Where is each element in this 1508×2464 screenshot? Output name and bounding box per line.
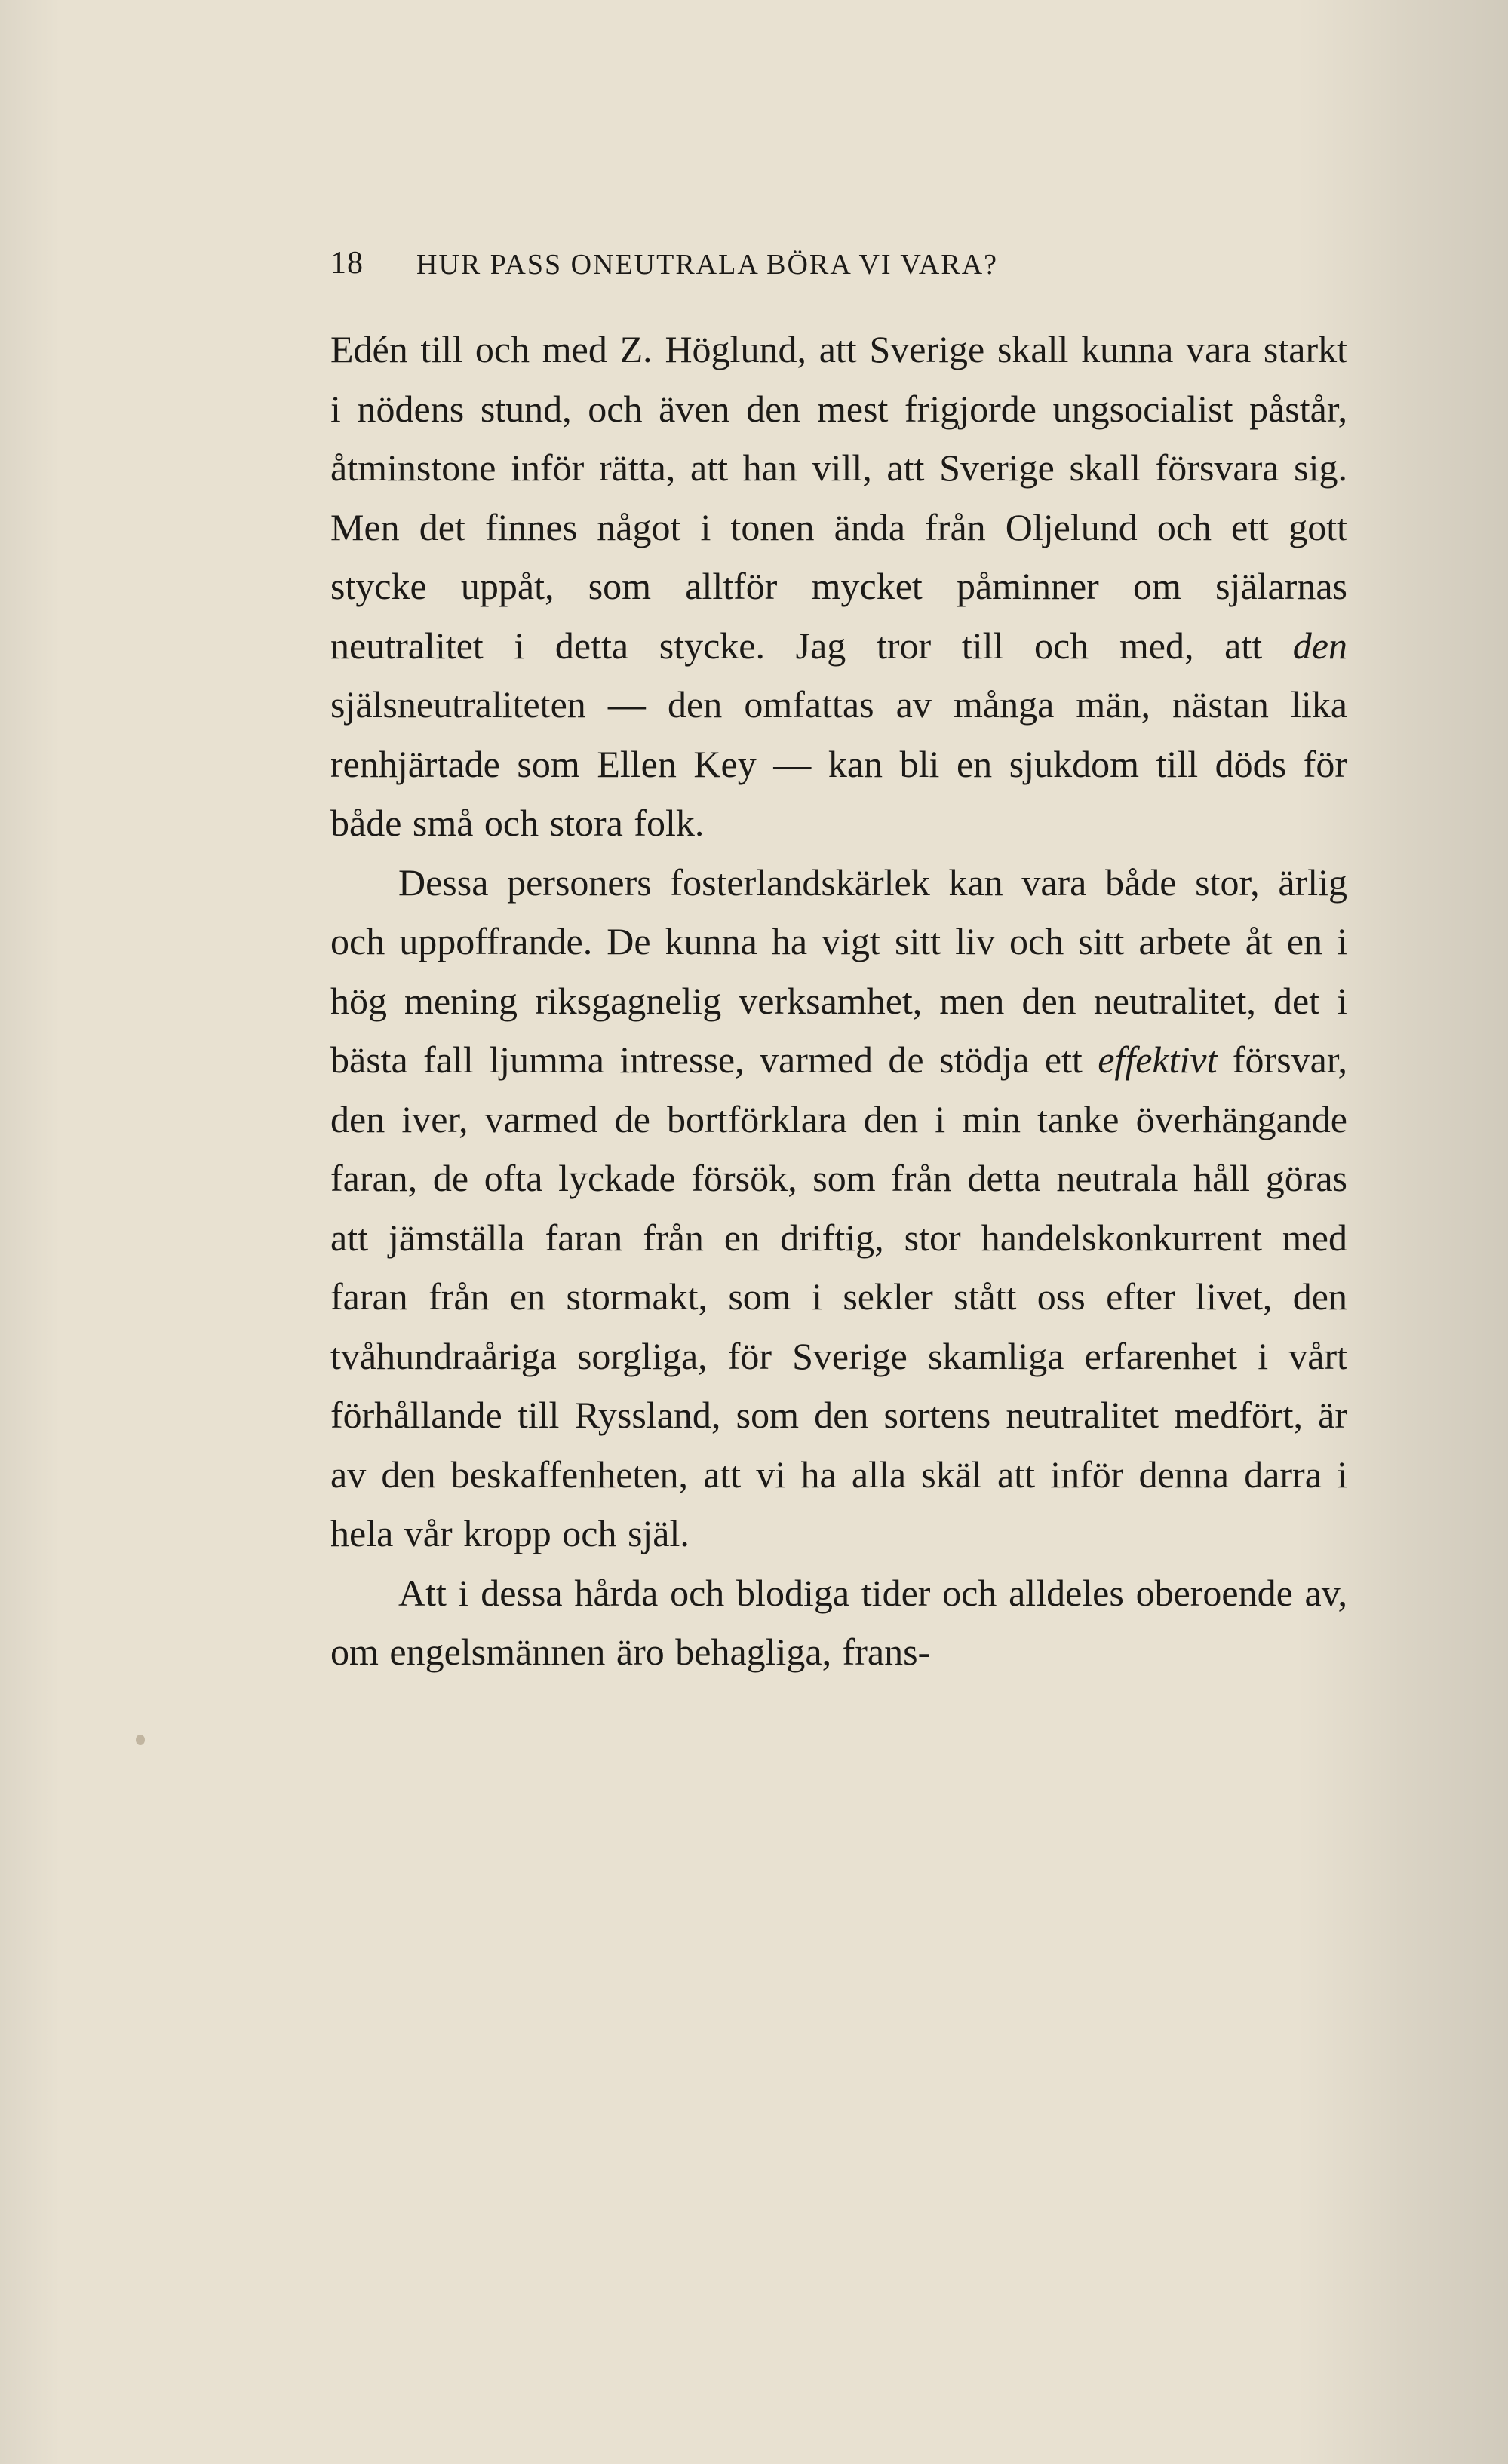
paragraph-2-text-b: försvar, den iver, varmed de bortförklara den i min tanke överhängande faran, de ofta lyckade försök, som från detta neutrala håll göras att jämställa faran från en driftig, stor handelskonkurrent med faran från en stormakt, som i sekler stått oss efter livet, den tvåhundraåriga sorgliga, för Sverige skamliga erfarenhet i vårt förhållande till Ryssland, som den sortens neutralitet medfört, är av den beskaffenheten, att vi ha alla skäl att inför denna darra i hela vår kropp och själ. bbox=[330, 1039, 1347, 1554]
paragraph-1-text-b: själsneutraliteten — den omfattas av många män, nästan lika renhjärtade som Ellen Key — kan bli en sjukdom till döds för både små och stora folk. bbox=[330, 683, 1347, 844]
emphasis-effektivt: effektivt bbox=[1098, 1039, 1218, 1081]
body-text bbox=[330, 320, 1347, 1682]
emphasis-den: den bbox=[1292, 624, 1347, 667]
paragraph-3 bbox=[330, 1563, 1347, 1682]
paper-speck bbox=[136, 1735, 145, 1745]
running-head bbox=[330, 245, 1341, 290]
paragraph-2 bbox=[330, 853, 1347, 1563]
running-title: HUR PASS ONEUTRALA BÖRA VI VARA? bbox=[416, 249, 999, 281]
page-number: 18 bbox=[330, 246, 364, 281]
paragraph-3-text: Att i dessa hårda och blodiga tider och alldeles oberoende av, om engelsmännen äro behagliga, frans- bbox=[330, 1571, 1347, 1673]
paragraph-1 bbox=[330, 320, 1347, 853]
paragraph-2-text-a: Dessa personers fosterlandskärlek kan vara både stor, ärlig och uppoffrande. De kunna ha vigt sitt liv och sitt arbete åt en i hög mening riksgagnelig verksamhet, men den neutralitet, det i bästa fall ljumma intresse, varmed de stödja ett bbox=[330, 861, 1347, 1081]
paragraph-1-text-a: Edén till och med Z. Höglund, att Sverige skall kunna vara starkt i nödens stund, och även den mest frigjorde ungsocialist påstår, åtminstone inför rätta, att han vill, att Sverige skall försvara sig. Men det finnes något i tonen ända från Oljelund och ett gott stycke uppåt, som alltför mycket påminner om själarnas neutralitet i detta stycke. Jag tror till och med, att bbox=[330, 328, 1347, 667]
